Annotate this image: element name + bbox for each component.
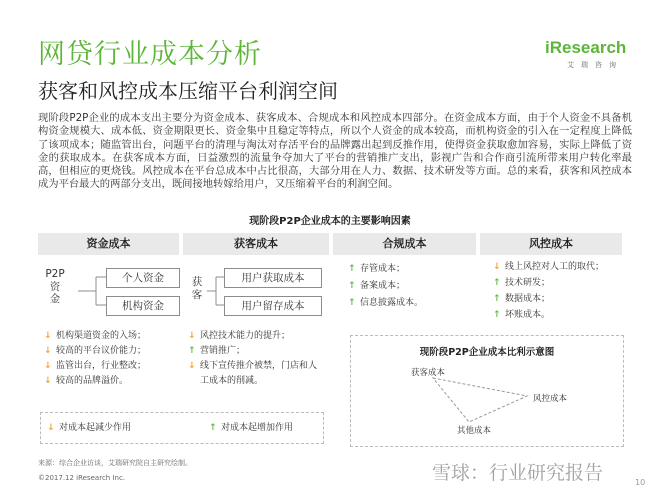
list-item: ↓ 风控技术能力的提升； [188, 331, 291, 341]
column-header-capital: 资金成本 [38, 233, 179, 255]
list-item: ↑ 信息披露成本。 [348, 298, 424, 308]
column-header-risk: 风控成本 [480, 233, 622, 255]
list-item: ↑ 备案成本； [348, 281, 406, 291]
column-header-acquisition: 获客成本 [183, 233, 329, 255]
page-title: 网贷行业成本分析 [38, 39, 262, 70]
label-acquisition-cost: 获客成本 [411, 368, 446, 378]
capital-factor-list [44, 331, 146, 387]
down-arrow-icon: ↓ [493, 262, 501, 272]
risk-factor-list [493, 262, 604, 321]
legend-increase: ↑ 对成本起增加作用 [209, 423, 294, 433]
watermark: 雪球：行业研究报告 [432, 462, 604, 484]
list-item: ↑ 存管成本； [348, 264, 406, 274]
box-personal-capital: 个人资金 [106, 268, 180, 288]
down-arrow-icon: ↓ [44, 346, 52, 356]
diagram-title: 现阶段P2P企业成本的主要影响因素 [249, 216, 411, 227]
up-arrow-icon: ↑ [493, 278, 501, 288]
list-item: ↑ 技术研发； [493, 278, 551, 288]
compliance-factor-list [348, 264, 423, 309]
up-arrow-icon: ↑ [493, 294, 501, 304]
acquisition-factor-list [188, 331, 317, 387]
list-item: ↓ 较高的品牌溢价。 [44, 376, 129, 386]
list-item: ↑ 坏账成本。 [493, 310, 551, 320]
copyright: ©2017.12 iResearch Inc. [38, 474, 126, 482]
cost-ratio-box [350, 335, 624, 447]
down-arrow-icon: ↓ [188, 361, 196, 371]
iresearch-logo: iResearch 艾瑞咨询 [545, 38, 627, 69]
up-arrow-icon: ↑ [493, 310, 501, 320]
label-risk-cost: 风控成本 [533, 394, 568, 404]
up-arrow-icon: ↑ [348, 281, 356, 291]
page-subtitle: 获客和风控成本压缩平台利润空间 [38, 79, 338, 103]
down-arrow-icon: ↓ [47, 423, 55, 433]
legend-decrease: ↓ 对成本起减少作用 [47, 423, 132, 433]
down-arrow-icon: ↓ [44, 361, 52, 371]
label-other-cost: 其他成本 [457, 426, 492, 436]
list-item: ↓ 监管出台，行业整改； [44, 361, 147, 371]
body-paragraph: 现阶段P2P企业的成本支出主要分为资金成本、获客成本、合规成本和风控成本四部分。在资金成本方面，由于个人资金不具备机构资金规模大、成本低、资金期限更长、资金集中且稳定等特点，所以个人资金的成本较高，而机构资金的引入在一定程度上降低了该项成本；随监管出台，问题平台的清理与淘汰对存活平台的品牌露出起到反推作用，使得资金获取愈加容易，实际上降低了资金的获取成本。在获客成本方面，日益激烈的流量争夺加大了平台的营销推广支出，影视广告和合作商引流所带来用户转化率最高，但相应的更烧钱。风控成本在平台总成本中占比很高，大部分用在人力、数据、技术研发等方面。总的来看，获客和风控成本成为平台最大的两部分支出，既间接地转嫁给用户，又压缩着平台的利润空间。 [38, 112, 632, 191]
list-item: ↓ 较高的平台议价能力； [44, 346, 147, 356]
box-institutional-capital: 机构资金 [106, 296, 180, 316]
list-item: ↑ 数据成本； [493, 294, 551, 304]
cost-ratio-title: 现阶段P2P企业成本比利示意图 [419, 347, 555, 358]
p2p-capital-label: P2P 资 金 [45, 268, 65, 305]
list-item: 工成本的削减。 [200, 376, 264, 386]
up-arrow-icon: ↑ [348, 298, 356, 308]
up-arrow-icon: ↑ [209, 423, 217, 433]
list-item: ↓ 机构渠道资金的入场； [44, 331, 147, 341]
source-note: 来源：综合企业访谈，艾瑞研究院自主研究绘制。 [38, 459, 192, 467]
down-arrow-icon: ↓ [44, 331, 52, 341]
legend-box [40, 412, 324, 444]
box-user-retention-cost: 用户留存成本 [224, 296, 322, 316]
up-arrow-icon: ↑ [188, 346, 196, 356]
page-number: 10 [635, 478, 646, 487]
list-item: ↑ 营销推广； [188, 346, 246, 356]
box-user-acquisition-cost: 用户获取成本 [224, 268, 322, 288]
column-header-compliance: 合规成本 [333, 233, 476, 255]
acquisition-label: 获 客 [191, 276, 203, 301]
down-arrow-icon: ↓ [188, 331, 196, 341]
list-item: ↓ 线下宣传推介被禁，门店和人 [188, 361, 318, 371]
list-item: ↓ 线上风控对人工的取代； [493, 262, 605, 272]
up-arrow-icon: ↑ [348, 264, 356, 274]
down-arrow-icon: ↓ [44, 376, 52, 386]
